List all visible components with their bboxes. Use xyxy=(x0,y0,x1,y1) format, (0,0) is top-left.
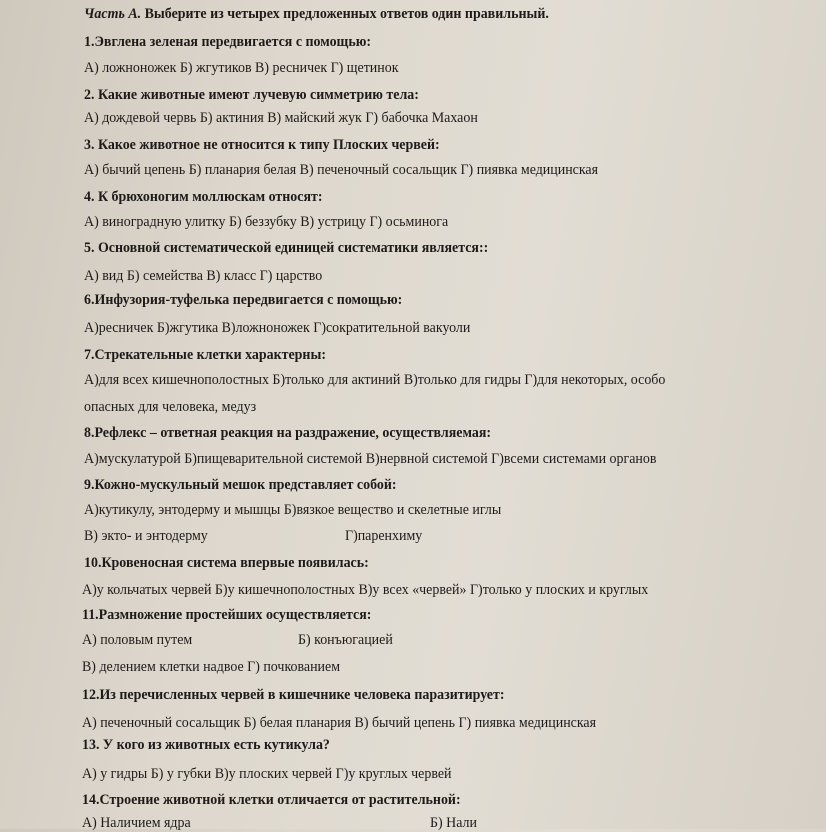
answer-option-column2: Б) конъюгацией xyxy=(298,632,393,648)
question-text: 2. Какие животные имеют лучевую симметрию тела: xyxy=(84,87,419,103)
question-text: 9.Кожно-мускульный мешок представляет собой: xyxy=(84,477,397,493)
question-text: 12.Из перечисленных червей в кишечнике человека паразитирует: xyxy=(82,687,505,703)
answer-options: А) ложноножек Б) жгутиков В) ресничек Г) щетинок xyxy=(84,60,399,76)
answer-options: А) Наличием ядра xyxy=(82,815,191,831)
answer-option-column2: Б) Нали xyxy=(430,815,477,831)
section-header xyxy=(84,6,549,23)
question-text: 6.Инфузория-туфелька передвигается с помощью: xyxy=(84,292,403,308)
question-text: 4. К брюхоногим моллюскам относят: xyxy=(84,189,323,205)
question-text: 5. Основной систематической единицей систематики является:: xyxy=(84,240,489,256)
answer-options: А) бычий цепень Б) планария белая В) печеночный сосальщик Г) пиявка медицинская xyxy=(84,162,599,178)
question-text: 10.Кровеносная система впервые появилась: xyxy=(84,555,369,571)
answer-options: А)ресничек Б)жгутика В)ложноножек Г)сократительной вакуоли xyxy=(84,320,471,336)
answer-options: опасных для человека, медуз xyxy=(84,399,257,415)
answer-options: В) делением клетки надвое Г) почкованием xyxy=(82,659,341,675)
answer-options: А) печеночный сосальщик Б) белая планария В) бычий цепень Г) пиявка медицинская xyxy=(82,715,597,731)
answer-options: А) половым путем xyxy=(82,632,193,648)
question-text: 3. Какое животное не относится к типу Плоских червей: xyxy=(84,137,440,153)
question-text: 1.Эвглена зеленая передвигается с помощью: xyxy=(84,34,372,50)
answer-options: А) у гидры Б) у губки В)у плоских червей Г)у круглых червей xyxy=(82,766,452,782)
part-label: Часть А. xyxy=(84,6,142,22)
question-text: 14.Строение животной клетки отличается от растительной: xyxy=(82,792,461,808)
question-text: 13. У кого из животных есть кутикула? xyxy=(82,737,330,753)
answer-options: А) дождевой червь Б) актиния В) майский жук Г) бабочка Махаон xyxy=(84,110,478,126)
answer-options: А)кутикулу, энтодерму и мышцы Б)вязкое вещество и скелетные иглы xyxy=(84,502,502,518)
answer-options: А)у кольчатых червей Б)у кишечнополостных В)у всех «червей» Г)только у плоских и круглых xyxy=(82,582,649,598)
question-text: 7.Стрекательные клетки характерны: xyxy=(84,347,327,363)
answer-options: А) вид Б) семейства В) класс Г) царство xyxy=(84,268,323,284)
answer-options: А)мускулатурой Б)пищеварительной системой В)нервной системой Г)всеми системами органов xyxy=(84,451,657,467)
instruction: Выберите из четырех предложенных ответов один правильный. xyxy=(144,6,549,22)
answer-option-column2: Г)паренхиму xyxy=(345,528,423,544)
question-text: 11.Размножение простейших осуществляется: xyxy=(82,607,372,623)
answer-options: А) виноградную улитку Б) беззубку В) устрицу Г) осьминога xyxy=(84,214,449,230)
answer-options: В) экто- и энтодерму xyxy=(84,528,208,544)
answer-options: А)для всех кишечнополостных Б)только для актиний В)только для гидры Г)для некоторых, особо xyxy=(84,372,666,388)
question-text: 8.Рефлекс – ответная реакция на раздражение, осуществляемая: xyxy=(84,425,492,441)
